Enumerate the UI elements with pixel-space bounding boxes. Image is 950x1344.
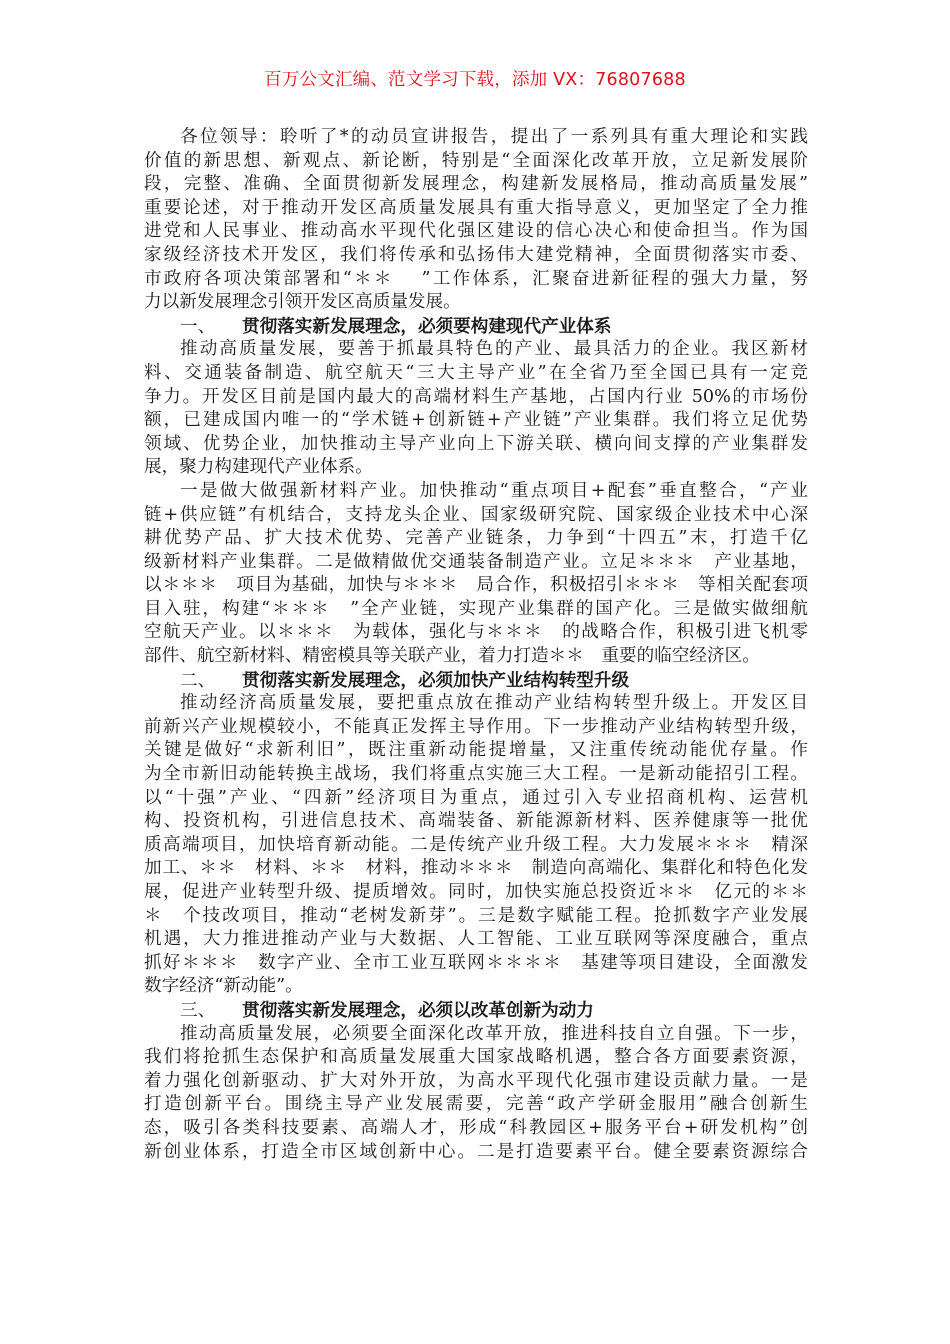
- paragraph-line: 我们将抢抓生态保护和高质量发展重大国家战略机遇，整合各方面要素资源，: [144, 1047, 808, 1068]
- paragraph-line: 数字经济“新动能”。: [144, 976, 303, 997]
- paragraph-line: 展，促进产业转型升级、提质增效。同时，加快实施总投资近＊＊ 亿元的＊＊: [144, 882, 808, 902]
- paragraph-line: 以“十强”产业、“四新”经济项目为重点，通过引入专业招商机构、运营机: [144, 787, 808, 808]
- paragraph-line: 争力。开发区目前是国内最大的高端材料生产基地，占国内行业 50%的市场份: [144, 386, 808, 407]
- paragraph-line: 目入驻，构建“＊＊＊ ”全产业链，实现产业集群的国产化。三是做实做细航: [144, 598, 808, 619]
- paragraph-line: 前新兴产业规模较小，不能真正发挥主导作用。下一步推动产业结构转型升级，: [144, 716, 808, 737]
- paragraph-line: 空航天产业。以＊＊＊ 为载体，强化与＊＊＊ 的战略合作，积极引进飞机零: [144, 622, 808, 643]
- paragraph-line: 打造创新平台。围绕主导产业发展需要，完善“政产学研金服用”融合创新生: [144, 1094, 808, 1115]
- paragraph-line: 新创业体系，打造全市区域创新中心。二是打造要素平台。健全要素资源综合: [144, 1141, 808, 1162]
- section-number: 三、: [180, 1000, 216, 1021]
- paragraph-line: 展，聚力构建现代产业体系。: [144, 457, 373, 478]
- intro-line: 家级经济技术开发区，我们将传承和弘扬伟大建党精神，全面贯彻落实市委、: [144, 244, 808, 265]
- paragraph-line: ＊ 个技改项目，推动“老树发新芽”。三是数字赋能工程。抢抓数字产业发展: [144, 905, 808, 926]
- paragraph-line: 领域、优势企业，加快推动主导产业向上下游关联、横向间支撑的产业集群发: [144, 433, 808, 454]
- section-heading-3: [144, 999, 808, 1023]
- section-title: 贯彻落实新发展理念，必须加快产业结构转型升级: [242, 669, 630, 691]
- paragraph-line: 以＊＊＊ 项目为基础，加快与＊＊＊ 局合作，积极招引＊＊＊ 等相关配套项: [144, 575, 808, 596]
- section-heading-2: [144, 669, 808, 693]
- intro-line: 段，完整、准确、全面贯彻新发展理念，构建新发展格局，推动高质量发展”: [144, 174, 808, 195]
- intro-line: 进党和人民事业、推动高水平现代化强区建设的信心决心和使命担当。作为国: [144, 221, 808, 242]
- paragraph-line: 加工、＊＊ 材料、＊＊ 材料，推动＊＊＊ 制造向高端化、集群化和特色化发: [144, 858, 808, 879]
- paragraph-line: 级新材料产业集群。二是做精做优交通装备制造产业。立足＊＊＊ 产业基地，: [144, 551, 808, 572]
- paragraph-line: 推动高质量发展，要善于抓最具特色的产业、最具活力的企业。我区新材: [180, 339, 808, 360]
- document-body: [144, 126, 808, 1164]
- paragraph-line: 部件、航空新材料、精密模具等关联产业，着力打造＊＊ 重要的临空经济区。: [144, 646, 760, 667]
- section-title: 贯彻落实新发展理念，必须以改革创新为动力: [242, 999, 594, 1021]
- intro-line: 价值的新思想、新观点、新论断，特别是“全面深化改革开放，立足新发展阶: [144, 150, 808, 171]
- paragraph-line: 抓好＊＊＊ 数字产业、全市工业互联网＊＊＊＊ 基建等项目建设，全面激发: [144, 952, 808, 973]
- paragraph-line: 耕优势产品、扩大技术优势、完善产业链条，力争到“十四五”末，打造千亿: [144, 528, 808, 549]
- section-heading-1: [144, 315, 808, 339]
- paragraph-line: 一是做大做强新材料产业。加快推动“重点项目+配套”垂直整合，“产业: [180, 480, 808, 501]
- paragraph-line: 着力强化创新驱动、扩大对外开放，为高水平现代化强市建设贡献力量。一是: [144, 1070, 808, 1091]
- paragraph-line: 态，吸引各类科技要素、高端人才，形成“科教园区+服务平台+研发机构”创: [144, 1117, 808, 1138]
- intro-line: 力以新发展理念引领开发区高质量发展。: [144, 292, 461, 313]
- paragraph-line: 关键是做好“求新利旧”，既注重新动能提增量，又注重传统动能优存量。作: [144, 740, 808, 761]
- intro-line: 市政府各项决策部署和“＊＊ ”工作体系，汇聚奋进新征程的强大力量，努: [144, 268, 808, 289]
- paragraph-line: 为全市新旧动能转换主战场，我们将重点实施三大工程。一是新动能招引工程。: [144, 764, 808, 785]
- paragraph-line: 构、投资机构，引进信息技术、高端装备、新能源新材料、医养健康等一批优: [144, 811, 808, 832]
- paragraph-line: 质高端项目，加快培育新动能。二是传统产业升级工程。大力发展＊＊＊ 精深: [144, 834, 808, 855]
- intro-line: 各位领导：聆听了*的动员宣讲报告，提出了一系列具有重大理论和实践: [180, 127, 808, 147]
- section-title: 贯彻落实新发展理念，必须要构建现代产业体系: [242, 315, 612, 337]
- paragraph-line: 机遇，大力推进推动产业与大数据、人工智能、工业互联网等深度融合，重点: [144, 929, 808, 950]
- section-number: 二、: [180, 670, 216, 691]
- watermark-banner: 百万公文汇编、范文学习下载，添加 VX：76807688: [264, 70, 686, 90]
- paragraph-line: 额，已建成国内唯一的“学术链+创新链+产业链”产业集群。我们将立足优势: [144, 410, 808, 431]
- paragraph-line: 推动经济高质量发展，要把重点放在推动产业结构转型升级上。开发区目: [180, 693, 808, 714]
- paragraph-line: 料、交通装备制造、航空航天“三大主导产业”在全省乃至全国已具有一定竞: [144, 362, 808, 383]
- section-number: 一、: [180, 316, 216, 337]
- paragraph-line: 链+供应链”有机结合，支持龙头企业、国家级研究院、国家级企业技术中心深: [144, 504, 808, 525]
- paragraph-line: 推动高质量发展，必须要全面深化改革开放，推进科技自立自强。下一步，: [180, 1023, 808, 1044]
- intro-line: 重要论述，对于推动开发区高质量发展具有重大指导意义，更加坚定了全力推: [144, 197, 808, 218]
